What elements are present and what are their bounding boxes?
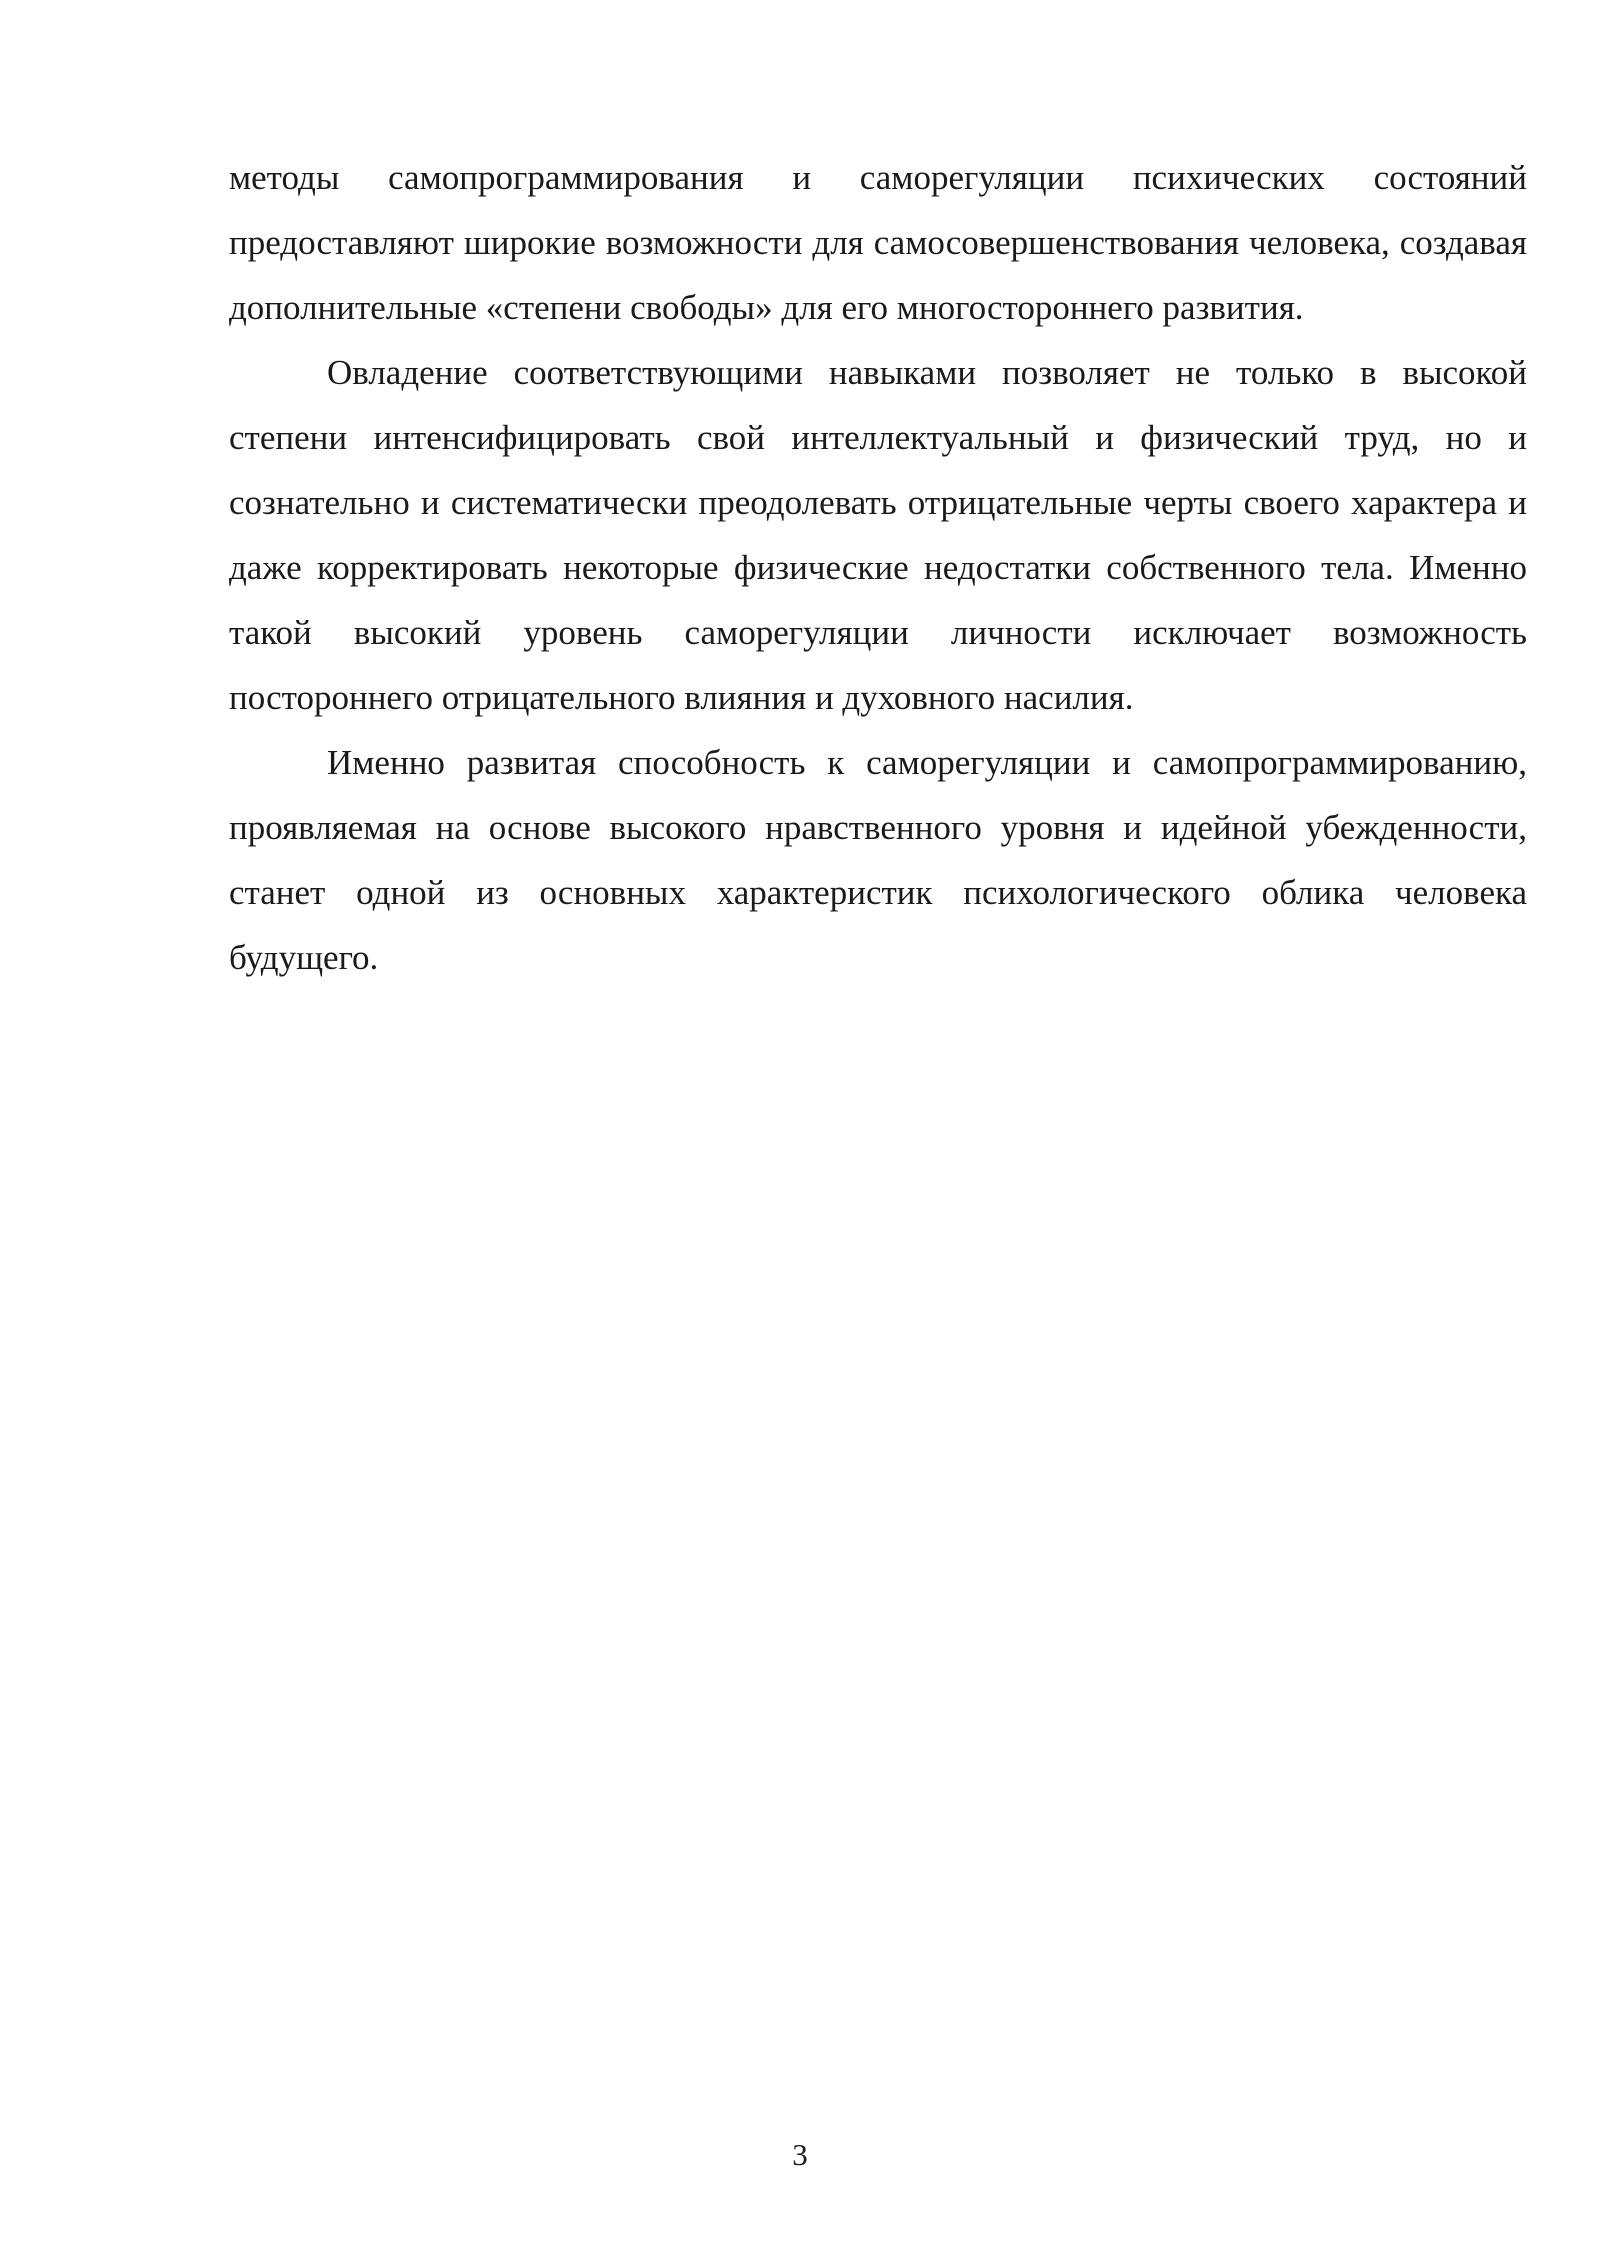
- paragraph-2: Овладение соответствующими навыками позволяет не только в высокой степени интенсифицировать свой интеллектуальный и физический труд, но и сознательно и систематически преодолевать отрицательные черты своего характера и даже корректировать некоторые физические недостатки собственного тела. Именно такой высокий уровень саморегуляции личности исключает возможность постороннего отрицательного влияния и духовного насилия.: [229, 353, 1527, 717]
- page-number: 3: [792, 2137, 808, 2172]
- paragraph-1: методы самопрограммирования и саморегуляции психических состояний предоставляют широкие возможности для самосовершенствования человека, создавая дополнительные «степени свободы» для его многостороннего развития.: [229, 158, 1527, 327]
- body-text: [229, 145, 1527, 990]
- paragraph-3: Именно развитая способность к саморегуляции и самопрограммированию, проявляемая на основе высокого нравственного уровня и идейной убежденности, станет одной из основных характеристик психологического облика человека будущего.: [229, 743, 1527, 977]
